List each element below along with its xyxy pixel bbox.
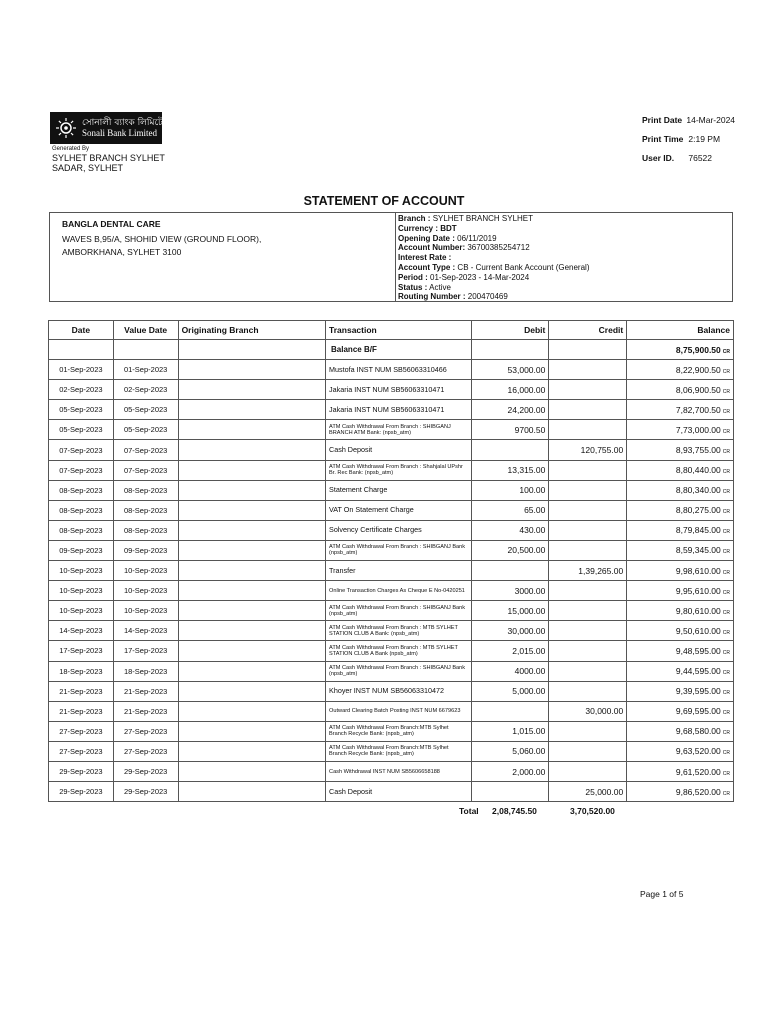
row-balance-amount: 9,50,610.00 <box>675 625 721 636</box>
generated-by-label: Generated By <box>52 146 90 152</box>
row-date: 29-Sep-2023 <box>49 782 114 802</box>
row-balance <box>627 540 734 560</box>
row-credit <box>549 380 627 400</box>
row-value-date: 10-Sep-2023 <box>113 601 178 621</box>
row-balance-amount: 9,61,520.00 <box>675 766 721 777</box>
cr-marker: CR <box>722 388 730 395</box>
table-header-row <box>49 321 734 340</box>
row-value-date: 10-Sep-2023 <box>113 581 178 601</box>
row-balance <box>627 400 734 420</box>
bank-logo <box>50 112 170 144</box>
row-transaction: ATM Cash Withdrawal From Branch : MTB SYLHET STATION CLUB A Bank: (npsb_atm) <box>326 621 472 641</box>
row-date: 05-Sep-2023 <box>49 420 114 440</box>
cr-marker: CR <box>722 408 730 415</box>
col-header-value-date: Value Date <box>113 321 178 340</box>
row-originating-branch <box>178 721 325 741</box>
row-balance <box>627 460 734 480</box>
row-value-date: 08-Sep-2023 <box>113 480 178 500</box>
routing-number-value: 200470469 <box>467 292 508 302</box>
row-date: 21-Sep-2023 <box>49 701 114 721</box>
row-balance <box>627 621 734 641</box>
row-value-date: 18-Sep-2023 <box>113 661 178 681</box>
period-label: Period : <box>398 272 428 282</box>
row-originating-branch <box>178 400 325 420</box>
table-row <box>49 641 734 661</box>
row-transaction: Khoyer INST NUM SB56063310472 <box>326 681 472 701</box>
cr-marker: CR <box>722 710 730 717</box>
account-number-label: Account Number: <box>398 243 466 253</box>
row-transaction: Mustofa INST NUM SB56063310466 <box>326 360 472 380</box>
row-date: 02-Sep-2023 <box>49 380 114 400</box>
row-transaction: Cash Deposit <box>326 782 472 802</box>
col-header-transaction: Transaction <box>326 321 472 340</box>
row-debit: 1,015.00 <box>471 721 549 741</box>
opening-date-value: 06/11/2019 <box>457 233 497 243</box>
row-credit: 120,755.00 <box>549 440 627 460</box>
table-row <box>49 480 734 500</box>
balance-bf-label: Balance B/F <box>326 340 472 360</box>
row-balance-amount: 9,86,520.00 <box>675 786 721 797</box>
row-credit <box>549 601 627 621</box>
table-row <box>49 561 734 581</box>
row-debit <box>471 440 549 460</box>
row-balance-amount: 9,69,595.00 <box>675 706 721 717</box>
table-cell <box>113 340 178 360</box>
row-originating-branch <box>178 741 325 761</box>
bank-name-bn: সোনালী ব্যাংক লিমিটেড <box>82 118 170 128</box>
row-originating-branch <box>178 581 325 601</box>
row-value-date: 08-Sep-2023 <box>113 520 178 540</box>
row-date: 07-Sep-2023 <box>49 440 114 460</box>
row-value-date: 29-Sep-2023 <box>113 761 178 781</box>
row-originating-branch <box>178 460 325 480</box>
row-value-date: 14-Sep-2023 <box>113 621 178 641</box>
table-row <box>49 761 734 781</box>
period-value: 01-Sep-2023 - 14-Mar-2024 <box>430 272 530 282</box>
row-transaction: Cash Deposit <box>326 440 472 460</box>
row-date: 08-Sep-2023 <box>49 500 114 520</box>
row-balance <box>627 641 734 661</box>
table-row <box>49 581 734 601</box>
row-balance <box>627 601 734 621</box>
row-value-date: 10-Sep-2023 <box>113 561 178 581</box>
row-transaction: Jakaria INST NUM SB56063310471 <box>326 400 472 420</box>
page-number: Page 1 of 5 <box>640 889 684 899</box>
account-details <box>398 214 589 302</box>
row-date: 14-Sep-2023 <box>49 621 114 641</box>
row-balance-amount: 8,80,340.00 <box>675 485 721 496</box>
row-balance-amount: 9,98,610.00 <box>675 565 721 576</box>
row-originating-branch <box>178 520 325 540</box>
table-row <box>49 681 734 701</box>
row-date: 05-Sep-2023 <box>49 400 114 420</box>
table-row <box>49 420 734 440</box>
row-balance-amount: 9,68,580.00 <box>675 726 721 737</box>
table-row <box>49 621 734 641</box>
table-cell <box>49 340 114 360</box>
print-meta <box>642 111 735 168</box>
row-transaction: VAT On Statement Charge <box>326 500 472 520</box>
row-balance <box>627 721 734 741</box>
table-cell <box>471 340 549 360</box>
row-debit: 5,060.00 <box>471 741 549 761</box>
table-row <box>49 440 734 460</box>
row-credit <box>549 460 627 480</box>
row-debit <box>471 561 549 581</box>
cr-marker: CR <box>722 569 730 576</box>
row-credit <box>549 480 627 500</box>
row-credit <box>549 500 627 520</box>
row-balance <box>627 420 734 440</box>
row-transaction: ATM Cash Withdrawal From Branch:MTB Sylhet Branch Recycle Bank: (npsb_atm) <box>326 741 472 761</box>
row-balance-amount: 8,93,755.00 <box>675 445 721 456</box>
row-debit: 53,000.00 <box>471 360 549 380</box>
row-debit: 100.00 <box>471 480 549 500</box>
row-debit: 20,500.00 <box>471 540 549 560</box>
row-debit: 3000.00 <box>471 581 549 601</box>
row-originating-branch <box>178 500 325 520</box>
cr-marker: CR <box>722 489 730 496</box>
row-debit: 2,000.00 <box>471 761 549 781</box>
cr-marker: CR <box>722 770 730 777</box>
total-debit: 2,08,745.50 <box>492 806 537 816</box>
routing-number-label: Routing Number : <box>398 292 466 302</box>
cr-marker: CR <box>722 589 730 596</box>
row-originating-branch <box>178 661 325 681</box>
sun-emblem-icon <box>55 117 77 139</box>
col-header-date: Date <box>49 321 114 340</box>
cr-marker: CR <box>722 348 730 355</box>
row-transaction: ATM Cash Withdrawal From Branch:MTB Sylhet Branch Recycle Bank: (npsb_atm) <box>326 721 472 741</box>
row-credit <box>549 540 627 560</box>
row-balance-amount: 8,22,900.50 <box>675 364 721 375</box>
table-row <box>49 601 734 621</box>
col-header-originating-branch: Originating Branch <box>178 321 325 340</box>
cr-marker: CR <box>722 449 730 456</box>
row-balance <box>627 661 734 681</box>
table-row <box>49 741 734 761</box>
row-value-date: 01-Sep-2023 <box>113 360 178 380</box>
table-row <box>49 380 734 400</box>
row-date: 07-Sep-2023 <box>49 460 114 480</box>
cr-marker: CR <box>722 730 730 737</box>
branch-address: SYLHET BRANCH SYLHET SADAR, SYLHET <box>52 153 165 173</box>
row-value-date: 21-Sep-2023 <box>113 681 178 701</box>
row-value-date: 05-Sep-2023 <box>113 420 178 440</box>
table-row <box>49 721 734 741</box>
row-balance-amount: 9,39,595.00 <box>675 686 721 697</box>
row-debit: 13,315.00 <box>471 460 549 480</box>
row-balance <box>627 500 734 520</box>
row-balance <box>627 581 734 601</box>
row-credit: 25,000.00 <box>549 782 627 802</box>
row-transaction: Statement Charge <box>326 480 472 500</box>
table-row <box>49 460 734 480</box>
col-header-balance: Balance <box>627 321 734 340</box>
row-debit: 16,000.00 <box>471 380 549 400</box>
row-balance-amount: 8,80,275.00 <box>675 505 721 516</box>
row-balance <box>627 782 734 802</box>
row-balance <box>627 520 734 540</box>
row-credit <box>549 520 627 540</box>
row-transaction: ATM Cash Withdrawal From Branch : SHIBGANJ BRANCH ATM Bank: (npsb_atm) <box>326 420 472 440</box>
row-transaction: Online Transaction Charges As Cheque E No-0420251 <box>326 581 472 601</box>
row-transaction: Cash Withdrawal INST NUM SB5606658188 <box>326 761 472 781</box>
row-debit: 24,200.00 <box>471 400 549 420</box>
customer-name: BANGLA DENTAL CARE <box>62 219 161 229</box>
row-originating-branch <box>178 480 325 500</box>
account-type-label: Account Type : <box>398 262 456 272</box>
row-balance-amount: 7,73,000.00 <box>675 424 721 435</box>
row-balance-amount: 9,80,610.00 <box>675 605 721 616</box>
row-originating-branch <box>178 681 325 701</box>
row-originating-branch <box>178 761 325 781</box>
row-balance <box>627 761 734 781</box>
account-info-box <box>49 212 733 302</box>
row-balance <box>627 741 734 761</box>
page-title: STATEMENT OF ACCOUNT <box>303 194 465 208</box>
row-transaction: Outward Clearing Batch Posting INST NUM 6679623 <box>326 701 472 721</box>
row-debit: 15,000.00 <box>471 601 549 621</box>
row-date: 10-Sep-2023 <box>49 561 114 581</box>
table-row <box>49 540 734 560</box>
row-date: 01-Sep-2023 <box>49 360 114 380</box>
row-originating-branch <box>178 561 325 581</box>
row-debit: 5,000.00 <box>471 681 549 701</box>
row-value-date: 27-Sep-2023 <box>113 721 178 741</box>
row-originating-branch <box>178 701 325 721</box>
currency-value: BDT <box>440 223 457 233</box>
row-balance-amount: 9,95,610.00 <box>675 585 721 596</box>
row-transaction: ATM Cash Withdrawal From Branch : SHIBGANJ Bank (npsb_atm) <box>326 540 472 560</box>
row-balance <box>627 701 734 721</box>
row-credit <box>549 420 627 440</box>
cr-marker: CR <box>722 790 730 797</box>
table-row <box>49 661 734 681</box>
row-date: 09-Sep-2023 <box>49 540 114 560</box>
account-number-value: 36700385254712 <box>467 243 530 253</box>
row-value-date: 05-Sep-2023 <box>113 400 178 420</box>
row-debit <box>471 701 549 721</box>
table-cell <box>549 340 627 360</box>
row-balance <box>627 380 734 400</box>
status-label: Status : <box>398 282 428 292</box>
row-debit: 30,000.00 <box>471 621 549 641</box>
table-row <box>49 400 734 420</box>
table-row <box>49 701 734 721</box>
balance-bf-row <box>49 340 734 360</box>
row-value-date: 08-Sep-2023 <box>113 500 178 520</box>
row-credit <box>549 621 627 641</box>
cr-marker: CR <box>722 690 730 697</box>
row-transaction: Solvency Certificate Charges <box>326 520 472 540</box>
print-date: 14-Mar-2024 <box>686 115 736 125</box>
col-header-credit: Credit <box>549 321 627 340</box>
row-date: 27-Sep-2023 <box>49 721 114 741</box>
row-credit <box>549 761 627 781</box>
cr-marker: CR <box>722 509 730 516</box>
row-originating-branch <box>178 420 325 440</box>
print-date-label: Print Date <box>642 115 683 125</box>
cr-marker: CR <box>722 649 730 656</box>
balance-bf-value <box>627 340 734 360</box>
row-date: 08-Sep-2023 <box>49 480 114 500</box>
row-value-date: 07-Sep-2023 <box>113 460 178 480</box>
row-credit <box>549 360 627 380</box>
cr-marker: CR <box>722 549 730 556</box>
row-date: 21-Sep-2023 <box>49 681 114 701</box>
row-originating-branch <box>178 782 325 802</box>
row-originating-branch <box>178 621 325 641</box>
row-value-date: 07-Sep-2023 <box>113 440 178 460</box>
row-credit <box>549 741 627 761</box>
table-row <box>49 782 734 802</box>
row-date: 17-Sep-2023 <box>49 641 114 661</box>
row-balance <box>627 681 734 701</box>
row-balance <box>627 561 734 581</box>
total-credit: 3,70,520.00 <box>570 806 615 816</box>
print-time-label: Print Time <box>642 134 684 144</box>
row-balance-amount: 7,82,700.50 <box>675 404 721 415</box>
table-row <box>49 360 734 380</box>
row-balance <box>627 360 734 380</box>
row-debit: 2,015.00 <box>471 641 549 661</box>
row-debit <box>471 782 549 802</box>
cr-marker: CR <box>722 750 730 757</box>
row-debit: 430.00 <box>471 520 549 540</box>
row-balance-amount: 9,48,595.00 <box>675 645 721 656</box>
row-credit <box>549 581 627 601</box>
row-debit: 9700.50 <box>471 420 549 440</box>
print-time: 2:19 PM <box>688 134 721 144</box>
interest-rate-label: Interest Rate : <box>398 253 452 263</box>
customer-address-line2: AMBORKHANA, SYLHET 3100 <box>62 247 182 257</box>
info-divider <box>395 213 396 301</box>
row-transaction: Jakaria INST NUM SB56063310471 <box>326 380 472 400</box>
row-date: 08-Sep-2023 <box>49 520 114 540</box>
row-originating-branch <box>178 360 325 380</box>
row-credit: 30,000.00 <box>549 701 627 721</box>
row-date: 27-Sep-2023 <box>49 741 114 761</box>
cr-marker: CR <box>722 609 730 616</box>
row-credit <box>549 400 627 420</box>
customer-address-line1: WAVES B,95/A, SHOHID VIEW (GROUND FLOOR), <box>62 234 262 244</box>
row-value-date: 29-Sep-2023 <box>113 782 178 802</box>
branch-label: Branch : <box>398 214 431 223</box>
row-originating-branch <box>178 380 325 400</box>
branch-value: SYLHET BRANCH SYLHET <box>432 214 534 223</box>
cr-marker: CR <box>722 469 730 476</box>
row-originating-branch <box>178 601 325 621</box>
table-cell <box>178 340 325 360</box>
row-credit <box>549 681 627 701</box>
cr-marker: CR <box>722 629 730 636</box>
currency-label: Currency : <box>398 223 439 233</box>
row-credit <box>549 721 627 741</box>
row-value-date: 02-Sep-2023 <box>113 380 178 400</box>
status-value: Active <box>429 282 451 292</box>
row-credit <box>549 641 627 661</box>
row-value-date: 21-Sep-2023 <box>113 701 178 721</box>
row-originating-branch <box>178 641 325 661</box>
row-balance-amount: 8,59,345.00 <box>675 545 721 556</box>
row-balance <box>627 480 734 500</box>
row-value-date: 09-Sep-2023 <box>113 540 178 560</box>
row-balance <box>627 440 734 460</box>
balance-bf-amount: 8,75,900.50 <box>675 344 721 355</box>
row-originating-branch <box>178 540 325 560</box>
table-row <box>49 500 734 520</box>
customer-info <box>62 218 261 259</box>
row-date: 10-Sep-2023 <box>49 581 114 601</box>
row-transaction: ATM Cash Withdrawal From Branch : MTB SYLHET STATION CLUB A Bank (npsb_atm) <box>326 641 472 661</box>
totals-label: Total <box>459 806 479 816</box>
row-credit: 1,39,265.00 <box>549 561 627 581</box>
row-value-date: 17-Sep-2023 <box>113 641 178 661</box>
row-transaction: ATM Cash Withdrawal From Branch : SHIBGANJ Bank (npsb_atm) <box>326 661 472 681</box>
opening-date-label: Opening Date : <box>398 233 455 243</box>
user-id: 76522 <box>688 153 713 163</box>
row-balance-amount: 8,80,440.00 <box>675 465 721 476</box>
cr-marker: CR <box>722 529 730 536</box>
bank-name-en: Sonali Bank Limited <box>82 128 157 138</box>
row-balance-amount: 8,06,900.50 <box>675 384 721 395</box>
row-balance-amount: 8,79,845.00 <box>675 525 721 536</box>
row-date: 10-Sep-2023 <box>49 601 114 621</box>
cr-marker: CR <box>722 368 730 375</box>
row-debit: 65.00 <box>471 500 549 520</box>
col-header-debit: Debit <box>471 321 549 340</box>
row-value-date: 27-Sep-2023 <box>113 741 178 761</box>
transactions-table <box>48 320 734 802</box>
row-date: 18-Sep-2023 <box>49 661 114 681</box>
table-row <box>49 520 734 540</box>
row-debit: 4000.00 <box>471 661 549 681</box>
row-balance-amount: 9,44,595.00 <box>675 666 721 677</box>
row-originating-branch <box>178 440 325 460</box>
row-transaction: Transfer <box>326 561 472 581</box>
row-transaction: ATM Cash Withdrawal From Branch : Shahjalal UPshr Br. Rec Bank: (npsb_atm) <box>326 460 472 480</box>
user-id-label: User ID. <box>642 153 675 163</box>
row-balance-amount: 9,63,520.00 <box>675 746 721 757</box>
row-credit <box>549 661 627 681</box>
cr-marker: CR <box>722 670 730 677</box>
account-type-value: CB - Current Bank Account (General) <box>457 262 590 272</box>
row-transaction: ATM Cash Withdrawal From Branch : SHIBGANJ Bank (npsb_atm) <box>326 601 472 621</box>
cr-marker: CR <box>722 428 730 435</box>
row-date: 29-Sep-2023 <box>49 761 114 781</box>
